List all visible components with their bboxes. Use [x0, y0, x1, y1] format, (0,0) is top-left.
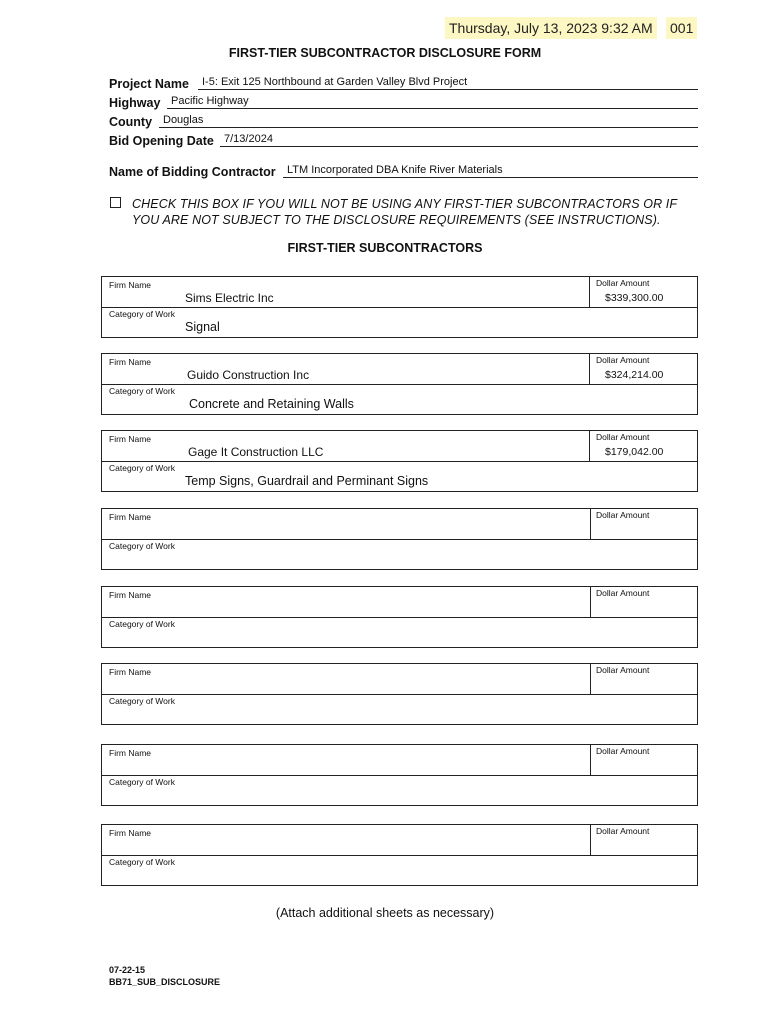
- project-name-value: I-5: Exit 125 Northbound at Garden Valley Blvd Project: [202, 76, 468, 88]
- bidding-contractor-value: LTM Incorporated DBA Knife River Materials: [287, 164, 503, 176]
- no-subcontractors-checkbox[interactable]: [110, 197, 121, 208]
- county-label: County: [109, 115, 153, 129]
- project-name-label: Project Name: [109, 77, 189, 91]
- subcontractor-entry: [101, 508, 698, 570]
- category-of-work-label: Category of Work: [109, 541, 175, 551]
- firm-name-value[interactable]: Guido Construction Inc: [187, 368, 310, 382]
- timestamp-stamp: Thursday, July 13, 2023 9:32 AM: [445, 17, 657, 39]
- dollar-amount-value[interactable]: $324,214.00: [605, 369, 664, 381]
- column-divider: [590, 745, 591, 775]
- subcontractor-entry: [101, 276, 698, 338]
- footer-form-code: BB71_SUB_DISCLOSURE: [109, 977, 221, 987]
- row-divider: [102, 694, 697, 695]
- row-divider: [102, 384, 697, 385]
- highway-line[interactable]: [167, 92, 698, 109]
- column-divider: [590, 664, 591, 694]
- subcontractor-entry: [101, 586, 698, 648]
- dollar-amount-value[interactable]: $179,042.00: [605, 446, 664, 458]
- row-divider: [102, 617, 697, 618]
- bidding-contractor-field: [109, 161, 698, 179]
- row-divider: [102, 775, 697, 776]
- column-divider: [589, 431, 590, 461]
- column-divider: [589, 354, 590, 384]
- project-name-field: [109, 73, 698, 91]
- row-divider: [102, 539, 697, 540]
- row-divider: [102, 307, 697, 308]
- category-of-work-value[interactable]: Temp Signs, Guardrail and Perminant Signs: [185, 474, 429, 488]
- category-of-work-label: Category of Work: [109, 777, 175, 787]
- attach-note: (Attach additional sheets as necessary): [275, 906, 495, 920]
- category-of-work-value[interactable]: Concrete and Retaining Walls: [189, 397, 354, 411]
- category-of-work-label: Category of Work: [109, 696, 175, 706]
- subcontractor-entry: [101, 744, 698, 806]
- county-line[interactable]: [159, 111, 698, 128]
- dollar-amount-label: Dollar Amount: [596, 278, 650, 288]
- dollar-amount-label: Dollar Amount: [596, 588, 650, 598]
- bidding-contractor-line[interactable]: [283, 161, 698, 178]
- category-of-work-label: Category of Work: [109, 386, 175, 396]
- bidding-contractor-label: Name of Bidding Contractor: [109, 165, 276, 179]
- firm-name-label: Firm Name: [109, 280, 152, 290]
- firm-name-label: Firm Name: [109, 667, 152, 677]
- column-divider: [590, 825, 591, 855]
- footer-revision: 07-22-15: [109, 965, 146, 975]
- checkbox-text-line2: YOU ARE NOT SUBJECT TO THE DISCLOSURE REQUIREMENTS (SEE INSTRUCTIONS).: [132, 213, 661, 227]
- row-divider: [102, 855, 697, 856]
- firm-name-label: Firm Name: [109, 590, 152, 600]
- column-divider: [590, 587, 591, 617]
- bid-opening-date-line[interactable]: [220, 130, 698, 147]
- highway-value: Pacific Highway: [171, 95, 249, 107]
- highway-label: Highway: [109, 96, 161, 110]
- subcontractor-entry: [101, 430, 698, 492]
- category-of-work-label: Category of Work: [109, 463, 175, 473]
- category-of-work-label: Category of Work: [109, 857, 175, 867]
- checkbox-text-line1: CHECK THIS BOX IF YOU WILL NOT BE USING ANY FIRST-TIER SUBCONTRACTORS OR IF: [132, 197, 678, 211]
- subcontractor-entry: [101, 824, 698, 886]
- firm-name-value[interactable]: Gage It Construction LLC: [188, 445, 324, 459]
- subcontractor-entry: [101, 353, 698, 415]
- county-field: [109, 111, 698, 129]
- highway-field: [109, 92, 698, 110]
- column-divider: [589, 277, 590, 307]
- column-divider: [590, 509, 591, 539]
- bid-opening-date-field: [109, 130, 698, 148]
- category-of-work-value[interactable]: Signal: [185, 320, 220, 334]
- firm-name-label: Firm Name: [109, 748, 152, 758]
- firm-name-value[interactable]: Sims Electric Inc: [185, 291, 274, 305]
- dollar-amount-label: Dollar Amount: [596, 432, 650, 442]
- no-subcontractors-text: [132, 196, 702, 228]
- firm-name-label: Firm Name: [109, 828, 152, 838]
- row-divider: [102, 461, 697, 462]
- category-of-work-label: Category of Work: [109, 309, 175, 319]
- dollar-amount-value[interactable]: $339,300.00: [605, 292, 664, 304]
- category-of-work-label: Category of Work: [109, 619, 175, 629]
- subcontractor-entry: [101, 663, 698, 725]
- bid-opening-date-label: Bid Opening Date: [109, 134, 214, 148]
- dollar-amount-label: Dollar Amount: [596, 510, 650, 520]
- project-name-line[interactable]: [198, 73, 698, 90]
- county-value: Douglas: [163, 114, 204, 126]
- bid-opening-date-value: 7/13/2024: [224, 133, 273, 145]
- firm-name-label: Firm Name: [109, 434, 152, 444]
- form-title: FIRST-TIER SUBCONTRACTOR DISCLOSURE FORM: [228, 46, 542, 60]
- dollar-amount-label: Dollar Amount: [596, 665, 650, 675]
- firm-name-label: Firm Name: [109, 357, 152, 367]
- dollar-amount-label: Dollar Amount: [596, 746, 650, 756]
- dollar-amount-label: Dollar Amount: [596, 355, 650, 365]
- firm-name-label: Firm Name: [109, 512, 152, 522]
- section-title: FIRST-TIER SUBCONTRACTORS: [287, 241, 483, 255]
- dollar-amount-label: Dollar Amount: [596, 826, 650, 836]
- sequence-number-stamp: 001: [666, 17, 697, 39]
